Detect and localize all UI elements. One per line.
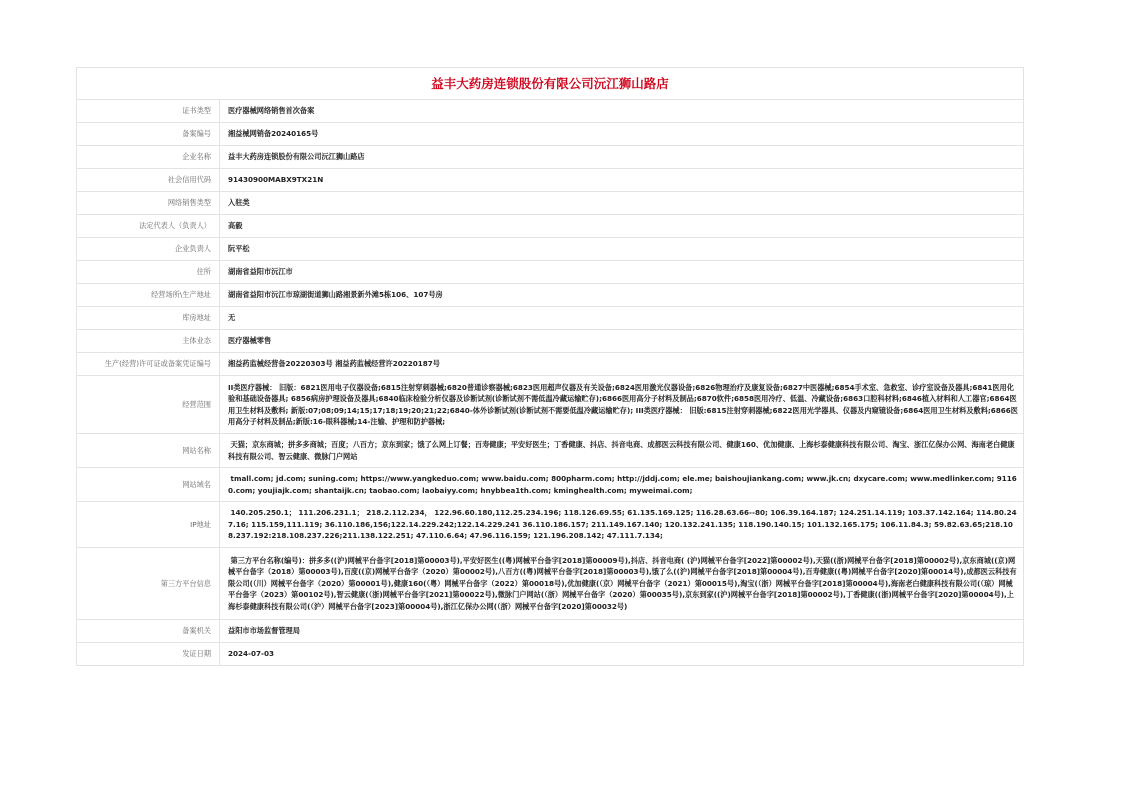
- value-certificate-type: 医疗器械网络销售首次备案: [220, 100, 1024, 123]
- row-website-domains: [77, 468, 1024, 502]
- row-website-names: [77, 434, 1024, 468]
- value-business-format: 医疗器械零售: [220, 330, 1024, 353]
- label-credit-code: 社会信用代码: [77, 169, 220, 192]
- row-residence: [77, 261, 1024, 284]
- label-warehouse-address: 库房地址: [77, 307, 220, 330]
- label-license-number: 生产(经营)许可证或备案凭证编号: [77, 353, 220, 376]
- value-license-number: 湘益药监械经营备20220303号 湘益药监械经营许20220187号: [220, 353, 1024, 376]
- label-legal-representative: 法定代表人（负责人）: [77, 215, 220, 238]
- page-title: 益丰大药房连锁股份有限公司沅江狮山路店: [76, 67, 1024, 99]
- value-record-number: 湘益械网销备20240165号: [220, 123, 1024, 146]
- row-issue-date: [77, 643, 1024, 666]
- label-residence: 住所: [77, 261, 220, 284]
- row-sales-type: [77, 192, 1024, 215]
- label-sales-type: 网络销售类型: [77, 192, 220, 215]
- label-issue-date: 发证日期: [77, 643, 220, 666]
- row-company-principal: [77, 238, 1024, 261]
- value-website-names: 天猫；京东商城；拼多多商城；百度；八百方；京东到家；饿了么网上订餐；百寿健康；平安好医生；丁香健康、抖店、抖音电商、成都医云科技有限公司、健康160、优加健康、上海杉泰健康科技有限公司、淘宝、浙江亿保办公网、海南老白健康科技有限公司、智云健康、微脉门户网站: [220, 434, 1024, 468]
- value-website-domains: tmall.com; jd.com; suning.com; https://www.yangkeduo.com; www.baidu.com; 800pharm.com; http://jddj.com; ele.me; baishoujiankang.com; www.jk.cn; dxycare.com; www.medlinker.com; 91160.com; youjiajk.com; shantaijk.cn; taobao.com; laobaiyy.com; hnybbea1th.com; kminghealth.com; myweimai.com;: [220, 468, 1024, 502]
- label-third-party-platforms: 第三方平台信息: [77, 548, 220, 620]
- record-table: [76, 99, 1024, 666]
- row-filing-authority: [77, 620, 1024, 643]
- value-warehouse-address: 无: [220, 307, 1024, 330]
- row-credit-code: [77, 169, 1024, 192]
- row-warehouse-address: [77, 307, 1024, 330]
- label-website-domains: 网站域名: [77, 468, 220, 502]
- value-company-name: 益丰大药房连锁股份有限公司沅江狮山路店: [220, 146, 1024, 169]
- value-filing-authority: 益阳市市场监督管理局: [220, 620, 1024, 643]
- value-business-address: 湖南省益阳市沅江市琼湖街道狮山路湘景新外滩5栋106、107号房: [220, 284, 1024, 307]
- row-business-scope: [77, 376, 1024, 434]
- row-certificate-type: [77, 100, 1024, 123]
- row-record-number: [77, 123, 1024, 146]
- label-record-number: 备案编号: [77, 123, 220, 146]
- row-business-format: [77, 330, 1024, 353]
- label-business-scope: 经营范围: [77, 376, 220, 434]
- value-credit-code: 91430900MABX9TX21N: [220, 169, 1024, 192]
- value-business-scope: II类医疗器械： 旧版：6821医用电子仪器设备;6815注射穿刺器械;6820普通诊察器械;6823医用超声仪器及有关设备;6824医用激光仪器设备;6826物理治疗及康复设备;6827中医器械;6854手术室、急救室、诊疗室设备及器具;6841医用化验和基础设备器具; 6856病房护理设备及器具;6840临床检验分析仪器及诊断试剂(诊断试剂不需低温冷藏运输贮存);6866医用高分子材料及制品;6870软件;6858医用冷疗、低温、冷藏设备;6863口腔科材料;6846植入材料和人工器官;6864医用卫生材料及敷料; 新版:07;08;09;14;15;17;18;19;20;21;22;6840-体外诊断试剂(诊断试剂不需要低温冷藏运输贮存); III类医疗器械： 旧版:6815注射穿刺器械;6822医用光学器具、仪器及内窥镜设备;6864医用卫生材料及敷料;6866医用高分子材料及制品;新版:16-眼科器械;14-注输、护理和防护器械;: [220, 376, 1024, 434]
- value-company-principal: 阮平松: [220, 238, 1024, 261]
- row-license-number: [77, 353, 1024, 376]
- value-residence: 湖南省益阳市沅江市: [220, 261, 1024, 284]
- value-ip-addresses: 140.205.250.1； 111.206.231.1； 218.2.112.234， 122.96.60.180,112.25.234.196; 118.126.69.55; 61.135.169.125; 116.28.63.66--80; 106.39.164.187; 124.251.14.119; 103.37.142.164; 114.80.247.16; 115.159,111.119; 36.110.186,156;122.14.229.242;122.14.229.241 36.110.186.157; 211.149.167.140; 120.132.241.135; 118.190.140.15; 101.132.165.175; 106.11.84.3; 59.82.63.65;218.108.237.192:218.108.237.226;211.138.122.251; 47.110.6.64; 47.96.116.159; 121.196.208.142; 47.111.7.134;: [220, 502, 1024, 548]
- value-third-party-platforms: 第三方平台名称(编号)：拼多多((沪)网械平台备字[2018]第00003号),平安好医生((粤)网械平台备字[2018]第00009号),抖店、抖音电商( (沪)网械平台备字[2022]第00002号),天猫((浙)网械平台备字[2018]第00002号),京东商城((京)网械平台备字（2018）第00003号),百度((京)网械平台备字（2020）第00002号),八百方((粤)网械平台备字[2018]第00003号),饿了么((沪)网械平台备字[2018]第00004号),百寿健康((粤)网械平台备字[2020]第00014号),成都医云科技有限公司(（川）网械平台备字（2020）第00001号),健康160(（粤）网械平台备字（2022）第00018号),优加健康(（京）网械平台备字（2021）第00015号),淘宝(（浙）网械平台备字[2018]第00004号),海南老白健康科技有限公司(（琼）网械平台备字（2023）第00102号),智云健康(（浙)网械平台备字[2021]第00022号),微脉门户网站(（浙）网械平台备字（2020）第00035号),京东到家((沪)网械平台备字[2018]第00002号),丁香健康((浙)网械平台备字[2020]第00004号),上海杉泰健康科技有限公司(（沪）网械平台备字[2023]第00004号),浙江亿保办公网(（浙）网械平台备字[2020]第00032号): [220, 548, 1024, 620]
- label-ip-addresses: IP地址: [77, 502, 220, 548]
- row-legal-representative: [77, 215, 1024, 238]
- row-business-address: [77, 284, 1024, 307]
- row-company-name: [77, 146, 1024, 169]
- row-ip-addresses: [77, 502, 1024, 548]
- label-filing-authority: 备案机关: [77, 620, 220, 643]
- value-issue-date: 2024-07-03: [220, 643, 1024, 666]
- label-business-format: 主体业态: [77, 330, 220, 353]
- label-company-principal: 企业负责人: [77, 238, 220, 261]
- label-website-names: 网站名称: [77, 434, 220, 468]
- value-legal-representative: 高毅: [220, 215, 1024, 238]
- label-business-address: 经营场所\生产地址: [77, 284, 220, 307]
- value-sales-type: 入驻类: [220, 192, 1024, 215]
- label-certificate-type: 证书类型: [77, 100, 220, 123]
- record-document: [76, 67, 1024, 666]
- row-third-party-platforms: [77, 548, 1024, 620]
- label-company-name: 企业名称: [77, 146, 220, 169]
